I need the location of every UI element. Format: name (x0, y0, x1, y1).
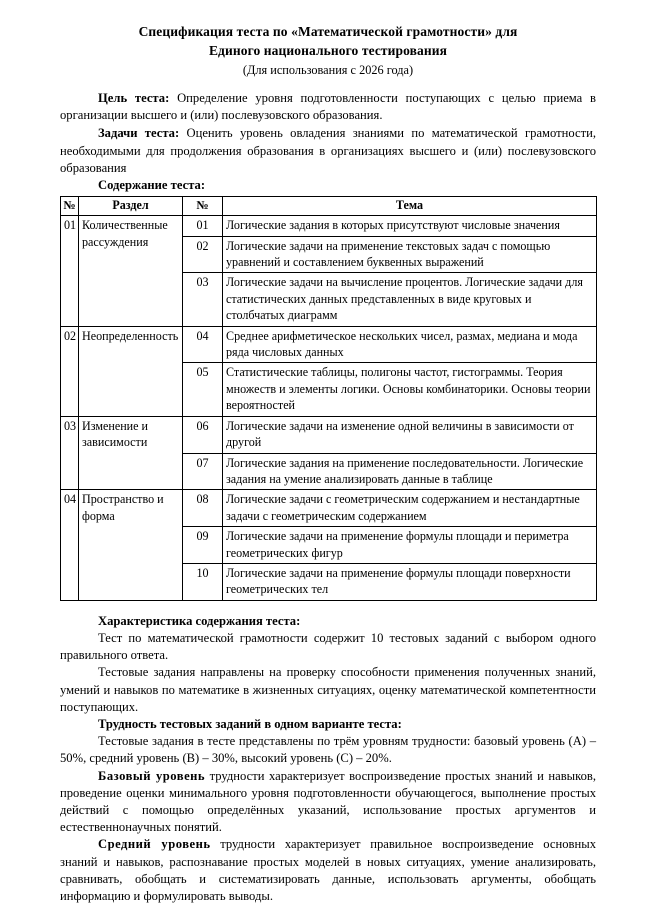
characteristics-heading: Характеристика содержания теста: (98, 613, 301, 628)
section-name-cell: Пространство и форма (79, 490, 183, 600)
header-section-number: № (61, 197, 79, 216)
topic-text-cell: Логические задания в которых присутствуют числовые значения (223, 216, 597, 236)
topic-number-cell: 09 (183, 527, 223, 564)
document-title-block (60, 22, 596, 79)
topic-text-cell: Логические задачи на вычисление процентов. Логические задачи для статистических данных представленных в виде круговых и столбчатых диаграмм (223, 273, 597, 326)
table-body (61, 216, 597, 601)
topic-number-cell: 05 (183, 363, 223, 416)
goal-paragraph (60, 90, 596, 124)
medium-level-paragraph (60, 836, 596, 905)
medium-level-label: Средний уровень (98, 837, 211, 852)
topic-number-cell: 08 (183, 490, 223, 527)
section-number-cell: 02 (61, 326, 79, 416)
topic-text-cell: Логические задачи на применение текстовых задач с помощью уравнений и составлением буквенных выражений (223, 236, 597, 273)
content-heading: Содержание теста: (98, 178, 206, 193)
topic-text-cell: Логические задачи на изменение одной величины в зависимости от другой (223, 416, 597, 453)
table-row (61, 216, 597, 236)
section-name-cell: Изменение и зависимости (79, 416, 183, 490)
topic-number-cell: 04 (183, 326, 223, 363)
difficulty-heading: Трудность тестовых заданий в одном варианте теста: (98, 716, 402, 731)
title-line-2: Единого национального тестирования (208, 43, 448, 58)
title-line-1: Спецификация теста по «Математической грамотности» для (138, 24, 518, 39)
medium-level-text: трудности характеризует правильное воспроизведение основных знаний и навыков, распознавание простых моделей в новых ситуациях, умение анализировать, сравнивать, обобщать и систематизировать данные, использовать аргументы, обобщать информацию и формулировать выводы. (60, 837, 596, 903)
section-name-cell: Неопределенность (79, 326, 183, 416)
goal-label: Цель теста: (98, 91, 170, 105)
lower-text-block (60, 613, 596, 905)
header-topic-name: Тема (223, 197, 597, 216)
difficulty-paragraph-1: Тестовые задания в тесте представлены по трём уровням трудности: базовый уровень (А) – 50%, средний уровень (В) – 30%, высокий уровень (С) – 20%. (60, 734, 596, 766)
topic-number-cell: 06 (183, 416, 223, 453)
goal-text: Определение уровня подготовленности поступающих с целью приема в организации высшего и (или) послевузовского образования. (60, 91, 597, 123)
test-content-table (60, 196, 597, 601)
topic-number-cell: 10 (183, 563, 223, 600)
table-row (61, 326, 597, 363)
characteristics-paragraph-2: Тестовые задания направлены на проверку способности применения полученных знаний, умений и навыков по математике в жизненных ситуациях, оценку математической компетентности поступающих. (60, 665, 596, 714)
tasks-text: Оценить уровень овладения знаниями по математической грамотности, необходимыми для продолжения образования в организациях высшего и (или) послевузовского образования (60, 126, 596, 175)
topic-text-cell: Логические задачи с геометрическим содержанием и нестандартные задачи с геометрическим содержанием (223, 490, 597, 527)
basic-level-text: трудности характеризует воспроизведение простых знаний и навыков, проведение оценки минимального уровня подготовленности обучающегося, выполнение простых действий с помощью определённых указаний, использование простых аргументов и естественнонаучных понятий. (60, 768, 596, 835)
tasks-label: Задачи теста: (98, 126, 180, 141)
basic-level-label: Базовый уровень (98, 768, 206, 783)
table-header-row (61, 197, 597, 216)
header-topic-number: № (183, 197, 223, 216)
section-number-cell: 01 (61, 216, 79, 326)
table-row (61, 490, 597, 527)
topic-text-cell: Логические задачи на применение формулы площади поверхности геометрических тел (223, 563, 597, 600)
section-number-cell: 03 (61, 416, 79, 490)
topic-number-cell: 02 (183, 236, 223, 273)
topic-number-cell: 07 (183, 453, 223, 490)
topic-text-cell: Среднее арифметическое нескольких чисел, размах, медиана и мода ряда числовых данных (223, 326, 597, 363)
topic-text-cell: Логические задания на применение последовательности. Логические задания на умение анализировать данные в таблице (223, 453, 597, 490)
title-subtitle: (Для использования с 2026 года) (242, 63, 414, 77)
section-name-cell: Количественные рассуждения (79, 216, 183, 326)
topic-number-cell: 03 (183, 273, 223, 326)
topic-number-cell: 01 (183, 216, 223, 236)
header-section-name: Раздел (79, 197, 183, 216)
tasks-paragraph (60, 125, 596, 177)
topic-text-cell: Логические задачи на применение формулы площади и периметра геометрических фигур (223, 527, 597, 564)
table-row (61, 416, 597, 453)
characteristics-paragraph-1: Тест по математической грамотности содержит 10 тестовых заданий с выбором одного правильного ответа. (60, 630, 596, 663)
section-number-cell: 04 (61, 490, 79, 600)
basic-level-paragraph (60, 768, 596, 837)
topic-text-cell: Статистические таблицы, полигоны частот, гистограммы. Теория множеств и элементы логики. Основы комбинаторики. Основы теории вероятностей (223, 363, 597, 416)
